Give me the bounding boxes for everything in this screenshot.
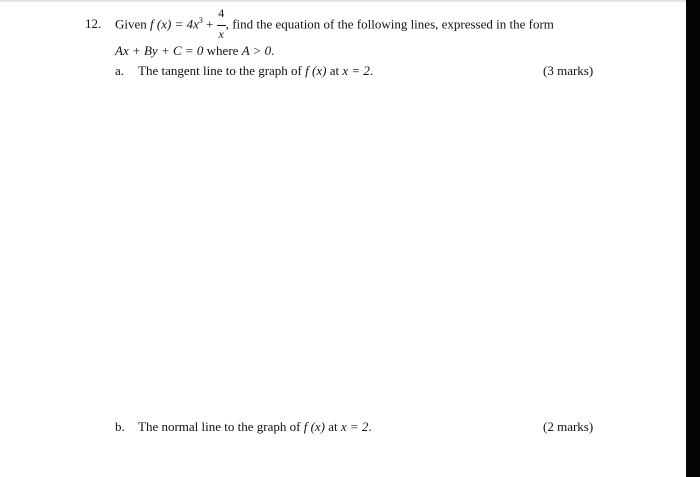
form-condition: A > 0 [241,43,272,58]
part-b-point: x = 2 [340,419,369,434]
question-number: 12. [85,16,102,31]
question-rest: , find the equation of the following lines, expressed in the form [225,16,554,32]
given-word: Given [115,16,147,32]
part-a-period: . [369,63,374,78]
part-b-fx: f (x) [303,419,325,434]
part-b-at: at [328,419,338,434]
part-a-fx: f (x) [305,63,327,78]
part-a-point: x = 2 [342,63,370,78]
form-equation: Ax + By + C = 0 [115,43,204,58]
exponent: 3 [198,16,203,25]
part-b-description: The normal line to the graph of [138,419,301,434]
part-a-description: The tangent line to the graph of [138,63,302,78]
part-a-label: a. [115,63,125,78]
part-a-at: at [329,63,340,78]
part-a-text [138,63,373,79]
fraction-denominator: x [218,26,224,41]
function-lhs: f (x) = 4x [150,16,199,32]
plus-sign: + [202,16,217,32]
part-b-text [138,419,372,435]
fraction-numerator: 4 [218,5,225,20]
fraction-bar [217,25,226,26]
part-b-label: b. [115,419,125,434]
form-line [115,43,274,59]
where-word: where [206,43,239,58]
fraction-4-over-x [217,5,226,41]
question-stem [115,5,554,41]
part-a-marks: (3 marks) [543,63,594,78]
part-b-period: . [368,419,372,434]
background-edge [686,0,700,477]
form-period: . [271,43,275,58]
page-top-edge [0,0,686,2]
part-b-marks: (2 marks) [543,419,594,434]
